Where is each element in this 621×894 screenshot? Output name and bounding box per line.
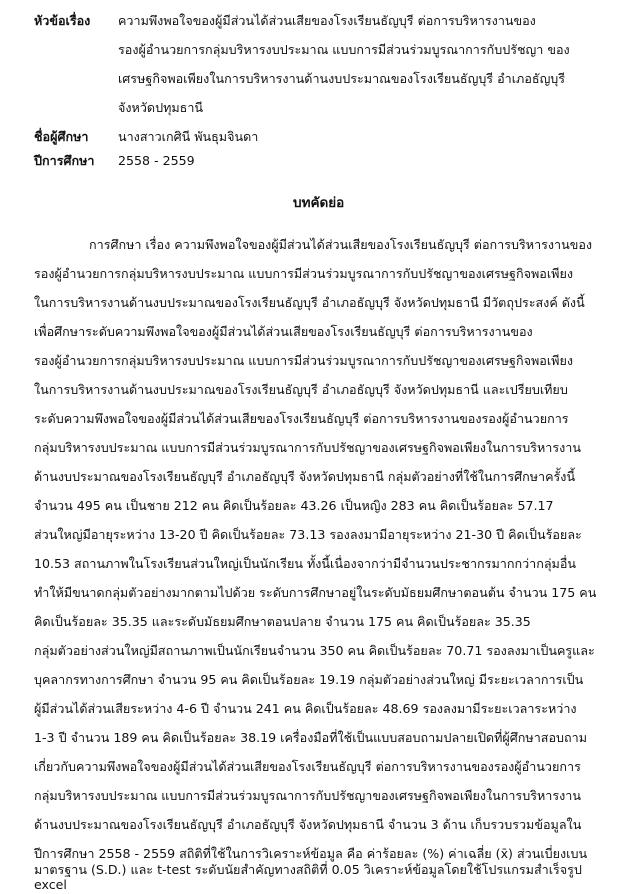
abstract-line: ผู้มีส่วนได้ส่วนเสียระหว่าง 4-6 ปี จำนวน 241 คน คิดเป็นร้อยละ 48.69 รองลงมามีระยะเวลาระหว่าง bbox=[34, 701, 577, 716]
abstract-line: ในการบริหารงานด้านงบประมาณของโรงเรียนธัญบุรี อำเภอธัญบุรี จังหวัดปทุมธานี และเปรียบเทียบ bbox=[34, 382, 568, 397]
abstract-line: ระดับความพึงพอใจของผู้มีส่วนได้ส่วนเสียของโรงเรียนธัญบุรี ต่อการบริหารงานของรองผู้อำนวยการ bbox=[34, 411, 569, 426]
abstract-line: 10.53 สถานภาพในโรงเรียนส่วนใหญ่เป็นนักเรียน ทั้งนี้เนื่องจากว่ามีจำนวนประชากรมากกว่ากลุ่มอื่น bbox=[34, 556, 577, 571]
abstract-heading: บทคัดย่อ bbox=[293, 195, 345, 211]
abstract-line: ด้านงบประมาณของโรงเรียนธัญบุรี อำเภอธัญบุรี จังหวัดปทุมธานี กลุ่มตัวอย่างที่ใช้ในการศึกษาครั้งนี้ bbox=[34, 469, 576, 484]
abstract-line: 1-3 ปี จำนวน 189 คน คิดเป็นร้อยละ 38.19 เครื่องมือที่ใช้เป็นแบบสอบถามปลายเปิดที่ผู้ศึกษาสอบถาม bbox=[34, 730, 588, 745]
year-label: ปีการศึกษา bbox=[34, 153, 95, 168]
abstract-line: ในการบริหารงานด้านงบประมาณของโรงเรียนธัญบุรี อำเภอธัญบุรี จังหวัดปทุมธานี มีวัตถุประสงค์ ดังนี้ bbox=[34, 295, 585, 310]
abstract-line: ส่วนใหญ่มีอายุระหว่าง 13-20 ปี คิดเป็นร้อยละ 73.13 รองลงมามีอายุระหว่าง 21-30 ปี คิดเป็นร้อยละ bbox=[34, 527, 582, 542]
abstract-line: ด้านงบประมาณของโรงเรียนธัญบุรี อำเภอธัญบุรี จังหวัดปทุมธานี จำนวน 3 ด้าน เก็บรวบรวมข้อมูลใน bbox=[34, 817, 582, 832]
title-line: ความพึงพอใจของผู้มีส่วนได้ส่วนเสียของโรงเรียนธัญบุรี ต่อการบริหารงานของ bbox=[118, 13, 536, 28]
abstract-line: จำนวน 495 คน เป็นชาย 212 คน คิดเป็นร้อยละ 43.26 เป็นหญิง 283 คน คิดเป็นร้อยละ 57.17 bbox=[34, 498, 554, 513]
title-label: หัวข้อเรื่อง bbox=[34, 13, 91, 28]
abstract-line: การศึกษา เรื่อง ความพึงพอใจของผู้มีส่วนได้ส่วนเสียของโรงเรียนธัญบุรี ต่อการบริหารงานของ bbox=[89, 237, 593, 252]
title-line: เศรษฐกิจพอเพียงในการบริหารงานด้านงบประมาณของโรงเรียนธัญบุรี อำเภอธัญบุรี bbox=[118, 71, 566, 86]
author-label: ชื่อผู้ศึกษา bbox=[34, 129, 89, 144]
abstract-line: กลุ่มบริหารงบประมาณ แบบการมีส่วนร่วมบูรณาการกับปรัชญาของเศรษฐกิจพอเพียงในการบริหารงาน bbox=[34, 788, 581, 803]
abstract-line: คิดเป็นร้อยละ 35.35 และระดับมัธยมศึกษาตอนปลาย จำนวน 175 คน คิดเป็นร้อยละ 35.35 bbox=[34, 614, 531, 629]
abstract-line: รองผู้อำนวยการกลุ่มบริหารงบประมาณ แบบการมีส่วนร่วมบูรณาการกับปรัชญาของเศรษฐกิจพอเพียง bbox=[34, 353, 573, 368]
academic-year: 2558 - 2559 bbox=[118, 153, 195, 168]
abstract-line: กลุ่มตัวอย่างส่วนใหญ่มีสถานภาพเป็นนักเรียนจำนวน 350 คน คิดเป็นร้อยละ 70.71 รองลงมาเป็นครูและ bbox=[34, 643, 595, 658]
abstract-line: บุคลากรทางการศึกษา จำนวน 95 คน คิดเป็นร้อยละ 19.19 กลุ่มตัวอย่างส่วนใหญ่ มีระยะเวลาการเป็น bbox=[34, 672, 584, 687]
title-line: รองผู้อำนวยการกลุ่มบริหารงบประมาณ แบบการมีส่วนร่วมบูรณาการกับปรัชญา ของ bbox=[118, 42, 570, 57]
abstract-line: กลุ่มบริหารงบประมาณ แบบการมีส่วนร่วมบูรณาการกับปรัชญาของเศรษฐกิจพอเพียงในการบริหารงาน bbox=[34, 440, 581, 455]
abstract-line: เกี่ยวกับความพึงพอใจของผู้มีส่วนได้ส่วนเสียของโรงเรียนธัญบุรี ต่อการบริหารงานของรองผู้อำนวยการ bbox=[34, 759, 581, 774]
title-line: จังหวัดปทุมธานี bbox=[118, 100, 204, 115]
abstract-line: excel bbox=[34, 877, 67, 892]
abstract-line: เพื่อศึกษาระดับความพึงพอใจของผู้มีส่วนได้ส่วนเสียของโรงเรียนธัญบุรี ต่อการบริหารงานของ bbox=[34, 324, 533, 339]
abstract-line: รองผู้อำนวยการกลุ่มบริหารงบประมาณ แบบการมีส่วนร่วมบูรณาการกับปรัชญาของเศรษฐกิจพอเพียง bbox=[34, 266, 573, 281]
author-name: นางสาวเกศินี พันธุมจินดา bbox=[118, 129, 259, 144]
abstract-line: มาตรฐาน (S.D.) และ t-test ระดับนัยสำคัญทางสถิติที่ 0.05 วิเคราะห์ข้อมูลโดยใช้โปรแกรมสำเร็จรูป bbox=[34, 862, 582, 877]
abstract-line: ทำให้มีขนาดกลุ่มตัวอย่างมากตามไปด้วย ระดับการศึกษาอยู่ในระดับมัธยมศึกษาตอนต้น จำนวน 175 คน bbox=[34, 585, 597, 600]
abstract-line: ปีการศึกษา 2558 - 2559 สถิติที่ใช้ในการวิเคราะห์ข้อมูล คือ ค่าร้อยละ (%) ค่าเฉลี่ย (x̄) ส่วนเบี่ยงเบน bbox=[34, 846, 588, 861]
